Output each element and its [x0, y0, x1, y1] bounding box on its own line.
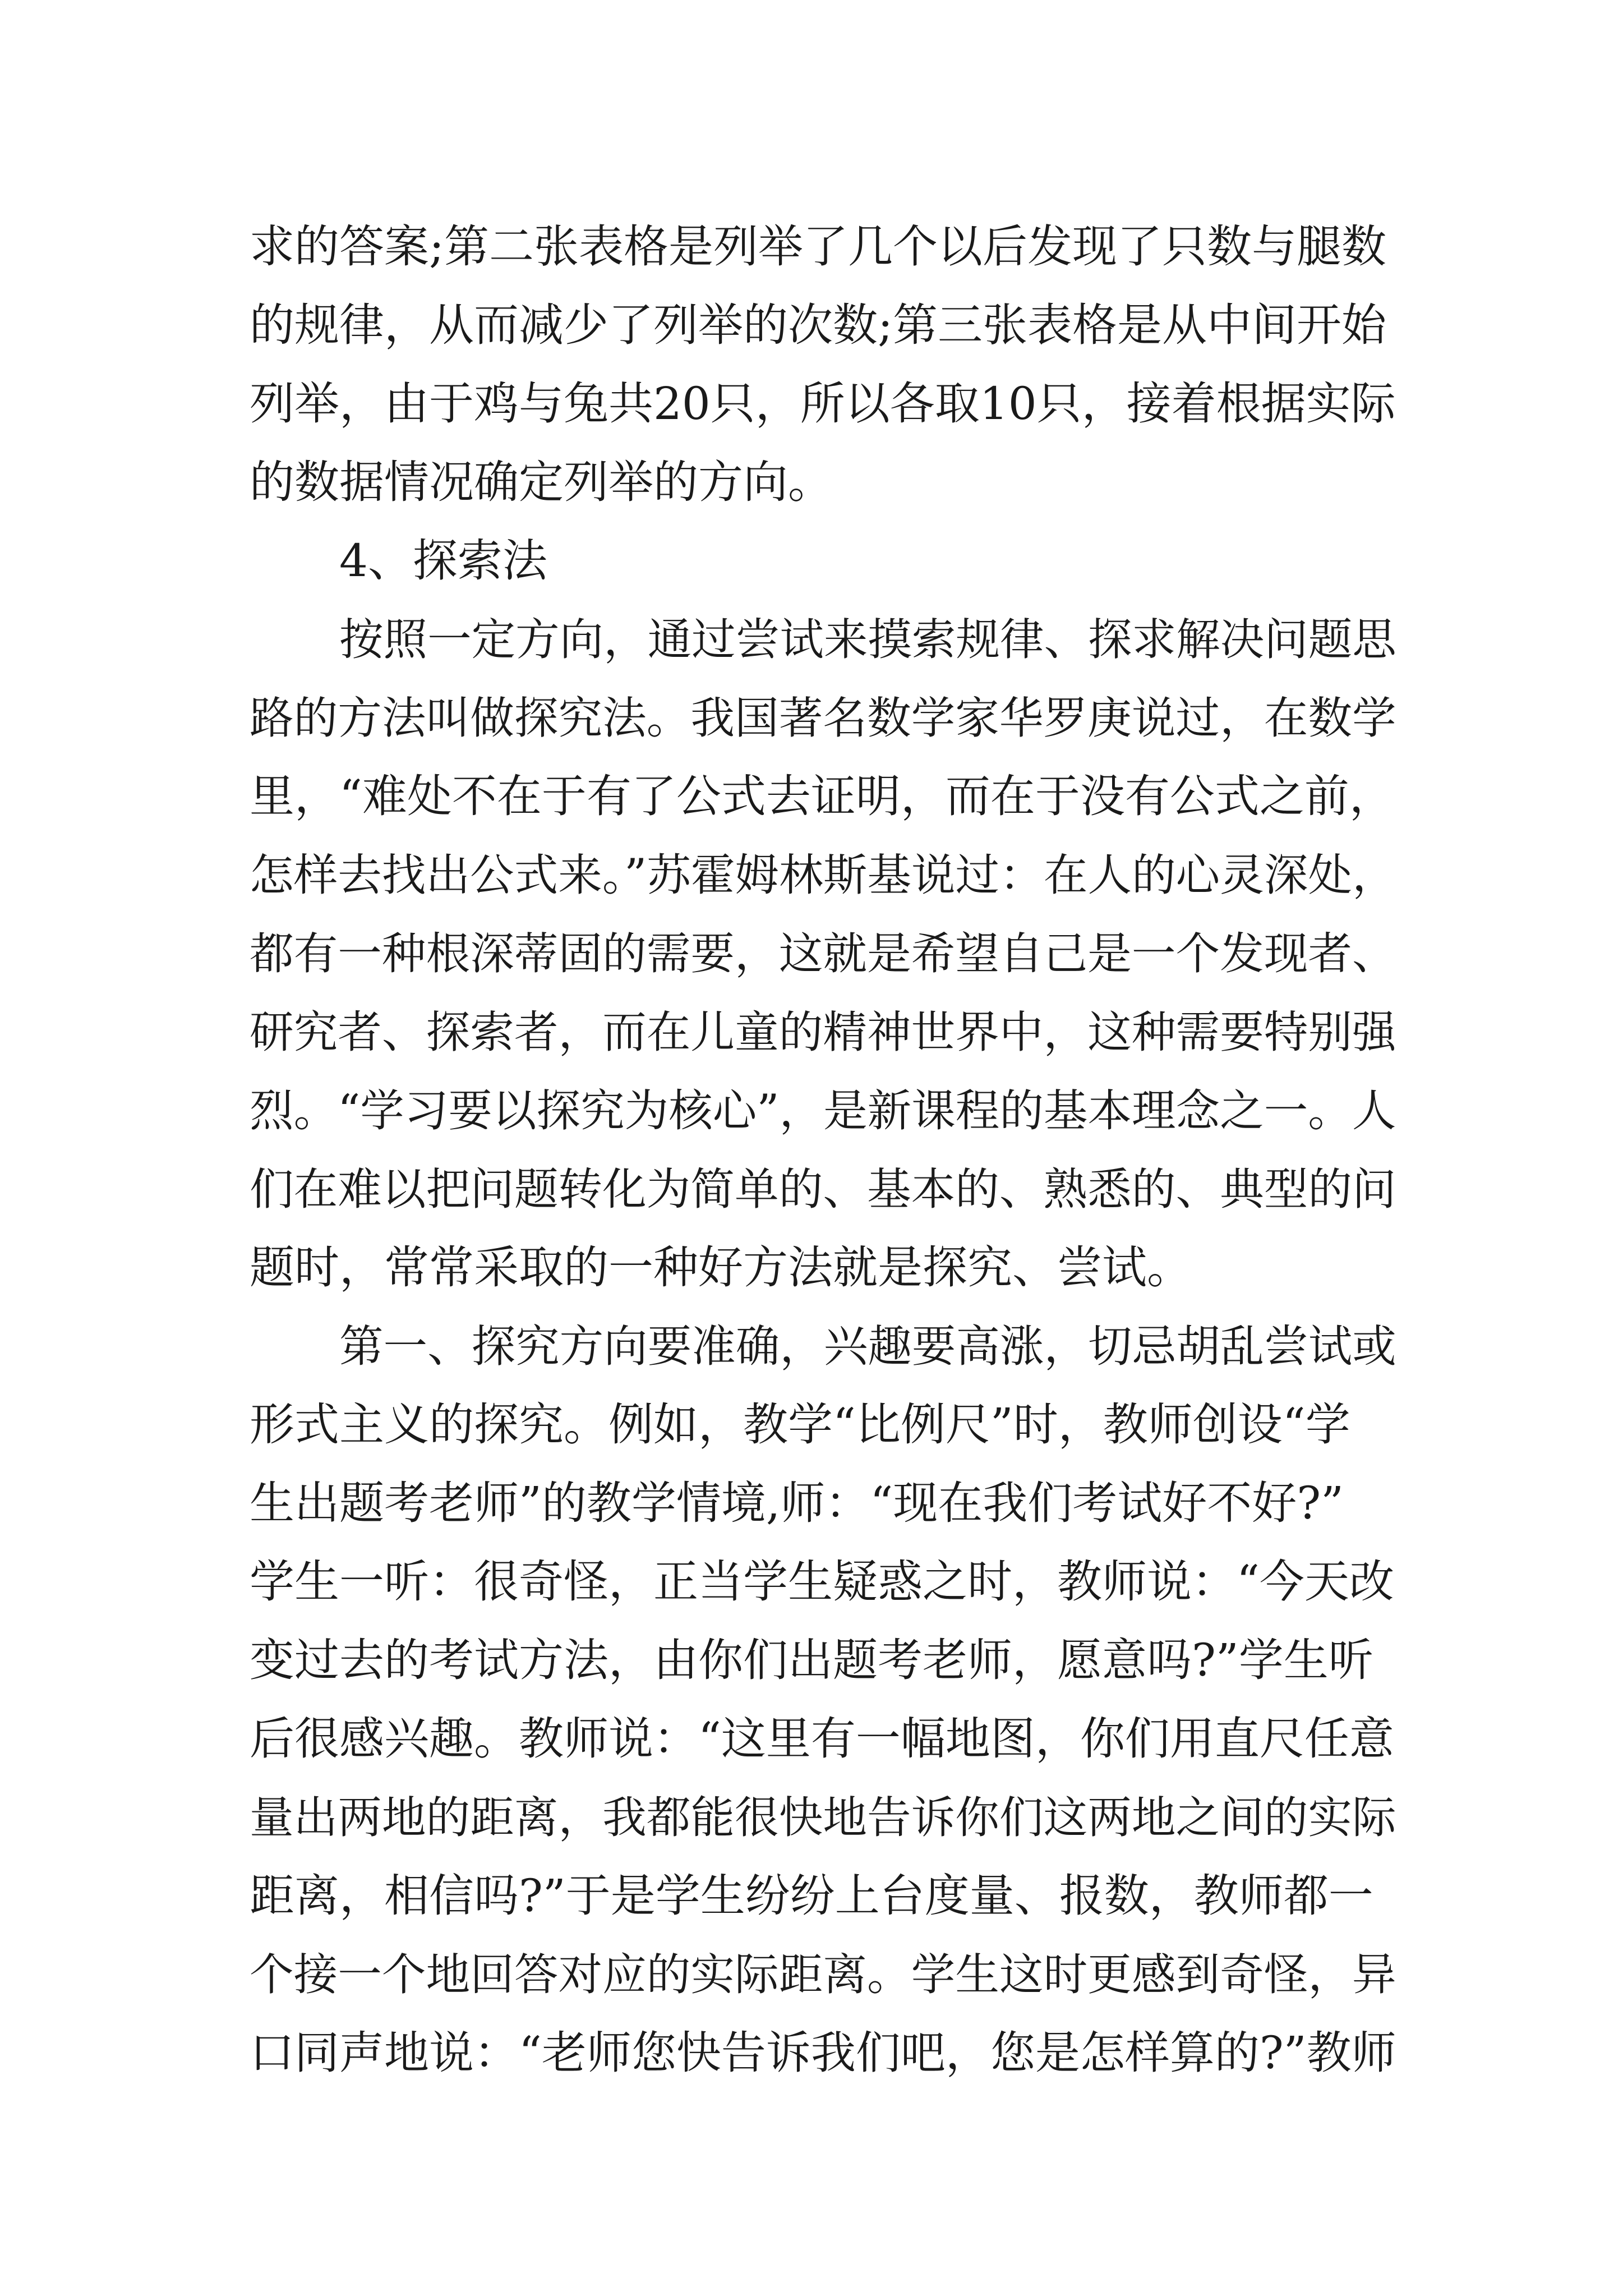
text-line: 的规律，从而减少了列举的次数;第三张表格是从中间开始: [250, 299, 1386, 351]
section-heading: 4、探索法: [339, 535, 547, 587]
text-line: 形式主义的探究。例如，教学“比例尺”时，教师创设“学: [250, 1398, 1350, 1451]
text-line: 个接一个地回答对应的实际距离。学生这时更感到奇怪，异: [250, 1949, 1396, 2000]
text-line: 们在难以把问题转化为简单的、基本的、熟悉的、典型的问: [250, 1163, 1396, 1215]
text-line: 生出题考老师”的教学情境,师：“现在我们考试好不好?”: [250, 1477, 1344, 1529]
text-line: 变过去的考试方法，由你们出题考老师，愿意吗?”学生听: [250, 1634, 1373, 1686]
text-line: 里，“难处不在于有了公式去证明，而在于没有公式之前，: [250, 770, 1394, 822]
paragraph-start-line: 按照一定方向，通过尝试来摸索规律、探求解决问题思: [339, 614, 1396, 665]
text-line: 怎样去找出公式来。”苏霍姆林斯基说过：在人的心灵深处，: [250, 849, 1396, 901]
text-line: 题时，常常采取的一种好方法就是探究、尝试。: [250, 1241, 1192, 1294]
text-line: 距离，相信吗?”于是学生纷纷上台度量、报数，教师都一: [250, 1870, 1373, 1922]
text-line: 烈。“学习要以探究为核心”，是新课程的基本理念之一。人: [250, 1085, 1396, 1137]
text-line: 后很感兴趣。教师说：“这里有一幅地图，你们用直尺任意: [250, 1713, 1394, 1765]
text-line: 路的方法叫做探究法。我国著名数学家华罗庚说过，在数学: [250, 692, 1396, 744]
text-line: 量出两地的距离，我都能很快地告诉你们这两地之间的实际: [250, 1792, 1396, 1843]
text-line: 都有一种根深蒂固的需要，这就是希望自己是一个发现者、: [250, 928, 1396, 979]
text-line: 的数据情况确定列举的方向。: [250, 456, 833, 508]
text-line: 求的答案;第二张表格是列举了几个以后发现了只数与腿数: [250, 220, 1386, 273]
text-line: 学生一听：很奇怪，正当学生疑惑之时，教师说：“今天改: [250, 1556, 1394, 1608]
paragraph-start-line: 第一、探究方向要准确，兴趣要高涨，切忌胡乱尝试或: [339, 1320, 1396, 1372]
text-line: 研究者、探索者，而在儿童的精神世界中，这种需要特别强: [250, 1006, 1396, 1058]
text-line: 列举，由于鸡与兔共20只，所以各取10只，接着根据实际: [250, 378, 1396, 430]
text-line: 口同声地说：“老师您快告诉我们吧，您是怎样算的?”教师: [250, 2027, 1396, 2079]
